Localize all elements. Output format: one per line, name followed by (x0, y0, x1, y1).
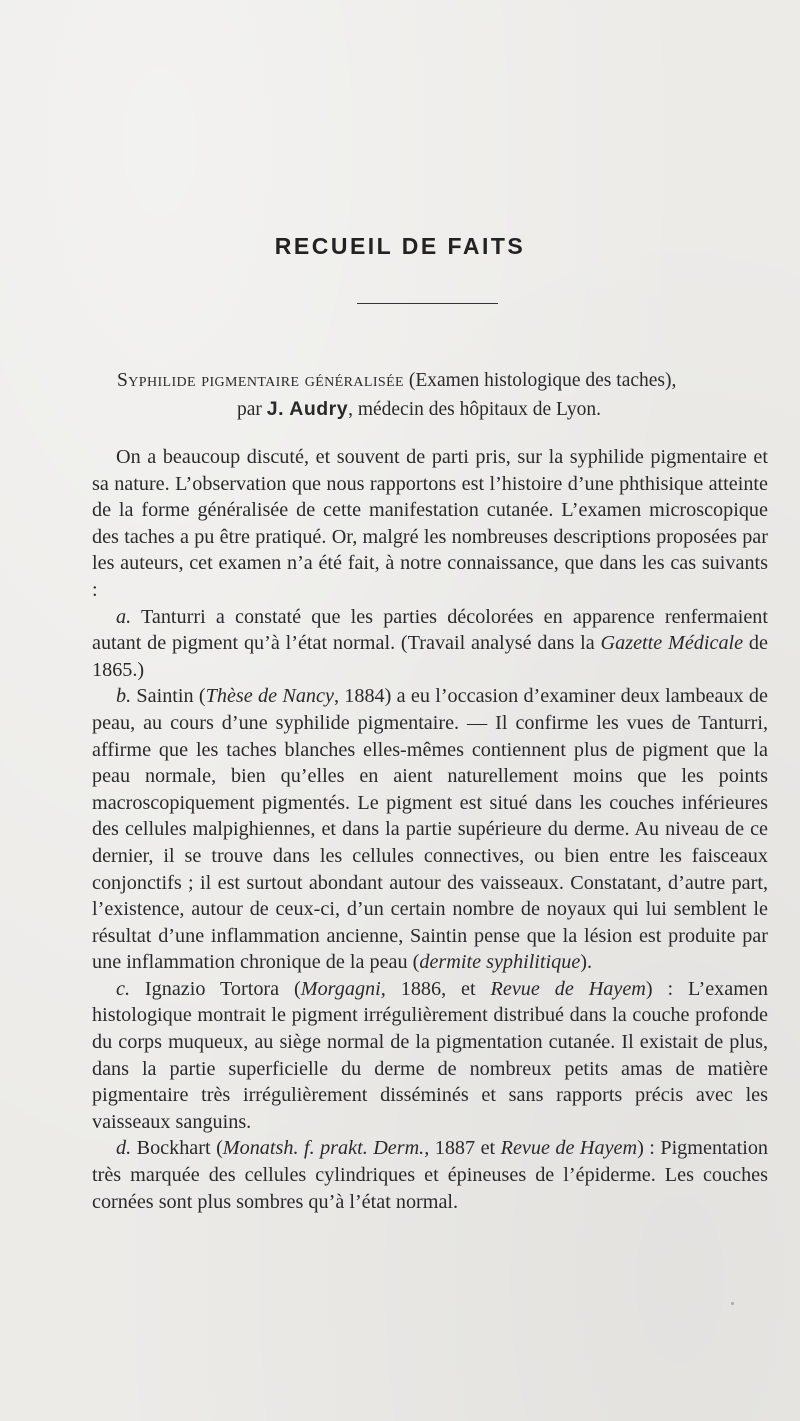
case-c-text-mid: 1886, et (385, 977, 491, 1000)
intro-paragraph: On a beaucoup discuté, et souvent de parti pris, sur la syphilide pigmentaire et sa nature. L’observation que nous rapportons est l’histoire d’une phthisique atteinte de la forme généralisée de cette manifestation cutanée. L’examen microscopique des taches a pu être pratiqué. Or, malgré les nombreuses descriptions proposées par les auteurs, cet examen n’a été fait, à notre connaissance, que dans les cas suivants : (92, 446, 768, 601)
article-title: Syphilide pigmentaire généralisée (117, 370, 404, 391)
case-d-text: Bockhart ( (131, 1137, 223, 1160)
case-c-text-end: ) : L’examen histologique montrait le pigment irrégulièrement distribué dans la couche profonde du corps muqueux, au siège normal de la pigmentation cutanée. Il existait de plus, dans la partie superficielle du derme de nombreux petits amas de matière pigmentaire très irrégulièrement disséminés et sans rapports précis avec les vaisseaux sanguins. (92, 977, 768, 1133)
heading-divider (357, 303, 498, 304)
case-b-text-end: ). (580, 951, 593, 974)
article-byline (92, 395, 768, 424)
case-c-marker: c. (116, 977, 131, 1000)
case-a-paragraph (92, 604, 768, 684)
case-d-source-2: Revue de Hayem (500, 1137, 638, 1160)
article-title-line (92, 367, 768, 395)
paper-speck (731, 1302, 734, 1305)
article-subtitle: (Examen histologique des taches), (403, 370, 677, 391)
case-b-text-body: , 1884) a eu l’occasion d’examiner deux lambeaux de peau, au cours d’une syphilide pigmentaire. — Il confirme les vues de Tanturri, affirme que les taches blanches elles-mêmes contiennent plus de pigment que la peau normale, bien qu’elles en aient naturellement moins que les points macroscopiquement pigmentés. Le pigment est situé dans les couches inférieures des cellules malpighiennes, et dans la partie supérieure du derme. Au niveau de ce dernier, il se trouve dans les cellules connectives, ou bien entre les faisceaux conjonctifs ; il est surtout abondant autour des vaisseaux. Constatant, d’autre part, l’existence, autour de ceux-ci, d’un certain nombre de noyaux qui lui semblent le résultat d’une inflammation ancienne, Saintin pense que la lésion est produite par une inflammation chronique de la peau ( (92, 685, 768, 974)
case-a-text-end: de 1865.) (92, 632, 768, 681)
case-c-paragraph (92, 976, 768, 1136)
case-d-marker: d. (116, 1137, 132, 1160)
case-b-paragraph (92, 683, 768, 976)
case-c-text: Ignazio Tortora ( (130, 977, 301, 1000)
case-c-source-2: Revue de Hayem (490, 977, 646, 1000)
case-d-text-end: ) : Pigmentation très marquée des cellules cylindriques et épineuses de l’épiderme. Les couches cornées sont plus sombres qu’à l’état normal. (92, 1137, 769, 1213)
case-b-text: Saintin ( (131, 685, 206, 708)
case-a-marker: a. (116, 605, 132, 628)
case-b-marker: b. (116, 685, 132, 708)
case-c-source-1: Morgagni, (300, 977, 386, 1000)
article-title-block (92, 367, 768, 424)
article-body (92, 444, 768, 1215)
case-d-paragraph (92, 1135, 768, 1215)
case-a-journal: Gazette Médicale (600, 632, 744, 655)
section-heading: RECUEIL DE FAITS (274, 233, 526, 259)
author-affiliation: , médecin des hôpitaux de Lyon. (348, 399, 601, 420)
author-name: J. Audry (266, 398, 349, 420)
byline-prefix: par (237, 399, 267, 420)
case-b-source: Thèse de Nancy (205, 685, 334, 708)
case-d-text-mid: 1887 et (429, 1137, 501, 1160)
case-b-term: dermite syphilitique (419, 951, 581, 974)
case-a-text: Tanturri a constaté que les parties décolorées en apparence renfermaient autant de pigment qu’à l’état normal. (Travail analysé dans la (92, 605, 768, 655)
case-d-source-1: Monatsh. f. prakt. Derm., (222, 1137, 430, 1160)
